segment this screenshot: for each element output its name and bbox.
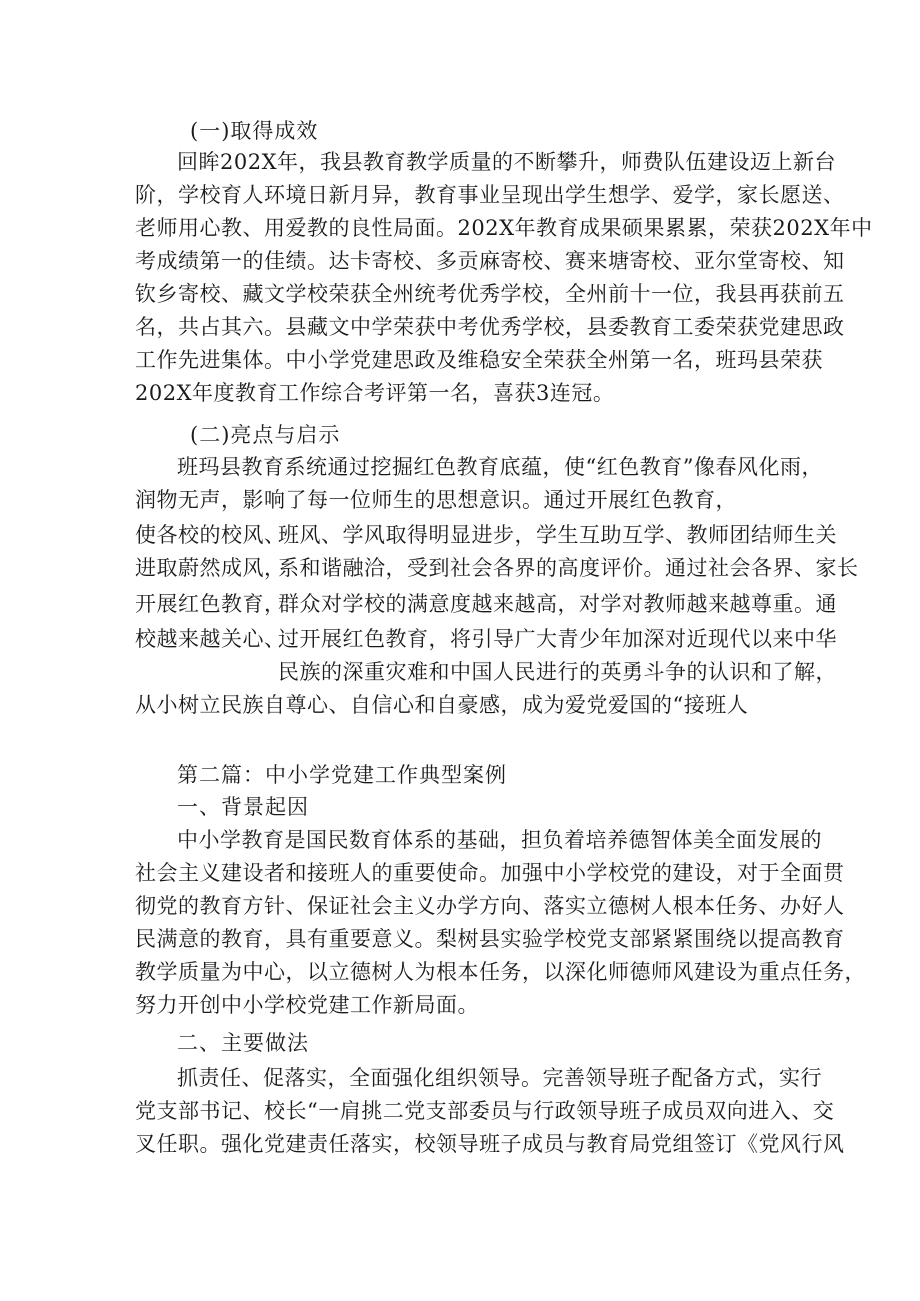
subheading-main-practices: 二、主要做法 <box>177 1031 309 1055</box>
left-column-line: 使各校的校风、 <box>135 523 286 547</box>
paragraph-line: 钦乡寄校、藏文学校荣获全州统考优秀学校，全州前十一位，我县再获前五 <box>135 282 845 306</box>
paragraph-line: 彻党的教育方针、保证社会主义办学方向、落实立德树人根本任务、办好人 <box>135 894 845 918</box>
paragraph-line: 回眸202X年，我县教育教学质量的不断攀升，师费队伍建设迈上新台 <box>177 150 837 174</box>
right-column-line: 群众对学校的满意度越来越高，对学对教师越来越尊重。通 <box>278 592 837 616</box>
paragraph-line: 党支部书记、校长“一肩挑二党支部委员与行政领导班子成员双向进入、交 <box>135 1099 835 1123</box>
paragraph-line: 教学质量为中心，以立德树人为根本任务，以深化师德师风建设为重点任务， <box>135 960 866 984</box>
paragraph-line: 工作先进集体。中小学党建思政及维稳安全荣获全州第一名，班玛县荣获 <box>135 348 823 372</box>
paragraph-line: 中小学教育是国民数育体系的基础，担负着培养德智体美全面发展的 <box>177 828 822 852</box>
section-heading-achievements: (一)取得成效 <box>190 119 319 143</box>
paragraph-line: 班玛县教育系统通过挖掘红色教育底蕴，使“红色教育”像春风化雨， <box>177 455 823 479</box>
right-column-line: 过开展红色教育，将引导广大青少年加深对近现代以来中华 <box>278 627 837 651</box>
paragraph-line: 润物无声，影响了每一位师生的思想意识。通过开展红色教育， <box>135 488 737 512</box>
paragraph-line: 考成绩第一的佳绩。达卡寄校、多贡麻寄校、赛来塘寄校、亚尔堂寄校、知 <box>135 249 845 273</box>
paragraph-line: 名，共占其六。县藏文中学荣获中考优秀学校，县委教育工委荣获党建思政 <box>135 315 845 339</box>
right-column-line: 系和谐融洽，受到社会各界的高度评价。通过社会各界、家长 <box>278 556 859 580</box>
paragraph-line: 社会主义建设者和接班人的重要使命。加强中小学校党的建设，对于全面贯 <box>135 861 845 885</box>
paragraph-line: 叉任职。强化党建责任落实，校领导班子成员与教育局党组签订《党风行风 <box>135 1132 845 1156</box>
paragraph-line: 老师用心教、用爱教的良性局面。202X年教育成果硕果累累，荣获202X年中 <box>135 216 873 240</box>
paragraph-line: 202X年度教育工作综合考评第一名，喜获3连冠。 <box>135 381 615 405</box>
section-heading-highlights: (二)亮点与启示 <box>190 423 341 447</box>
right-column-line: 班风、学风取得明显进步，学生互助互学、教师团结师生关 <box>278 523 837 547</box>
paragraph-line: 民满意的教育，具有重要意义。梨树县实验学校党支部紧紧围绕以提高教育 <box>135 927 845 951</box>
left-column-line: 进取蔚然成风， <box>135 556 286 580</box>
subheading-background: 一、背景起因 <box>177 795 309 819</box>
paragraph-line: 抓责任、促落实，全面强化组织领导。完善领导班子配备方式，实行 <box>177 1066 822 1090</box>
paragraph-line: 努力开创中小学校党建工作新局面。 <box>135 993 479 1017</box>
paragraph-line: 从小树立民族自尊心、自信心和自豪感，成为爱党爱国的“接班人 <box>135 693 749 717</box>
left-column-line: 校越来越关心、 <box>135 627 286 651</box>
article-title: 第二篇：中小学党建工作典型案例 <box>177 763 507 787</box>
left-column-line: 开展红色教育， <box>135 592 286 616</box>
paragraph-line: 阶，学校育人环境日新月异，教育事业呈现出学生想学、爱学，家长愿送、 <box>135 183 845 207</box>
right-column-line: 民族的深重灾难和中国人民进行的英勇斗争的认识和了解， <box>278 660 837 684</box>
